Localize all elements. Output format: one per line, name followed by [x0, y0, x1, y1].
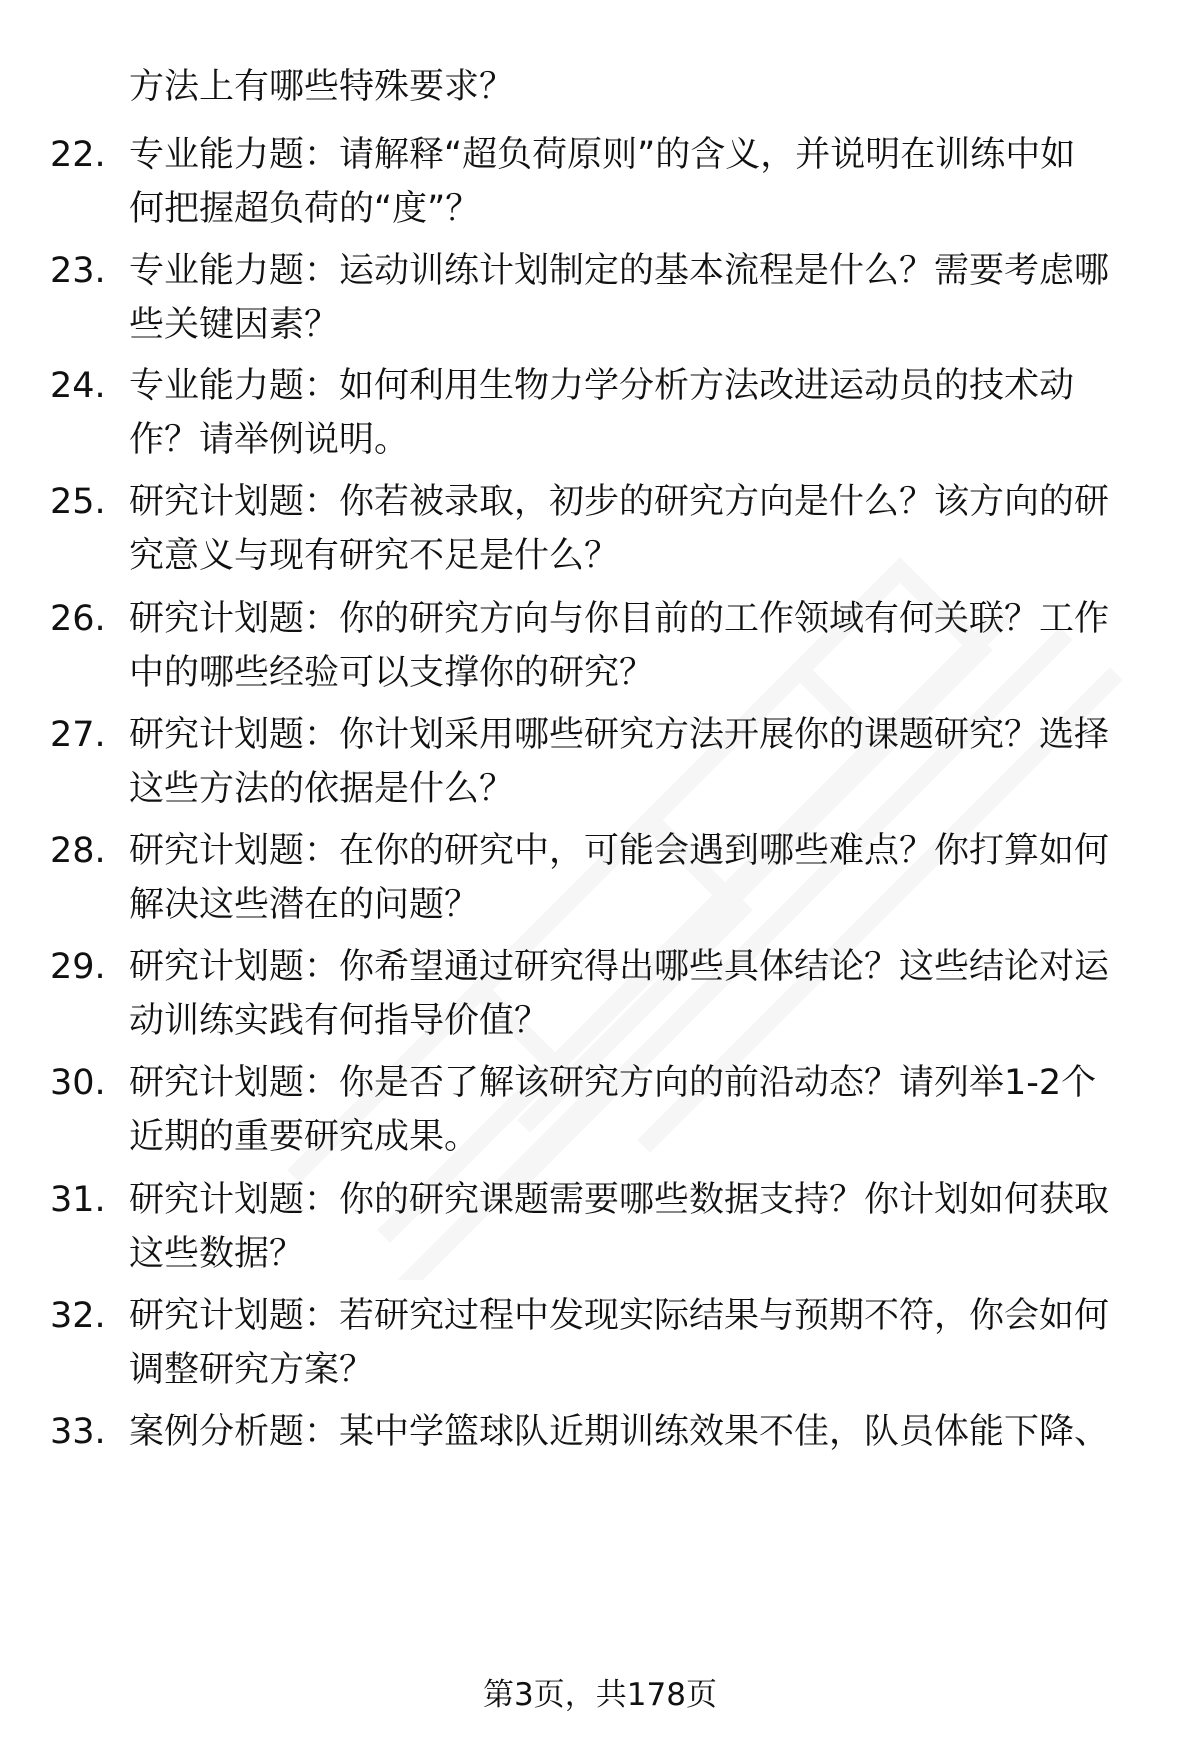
question-number: 31.	[50, 1180, 106, 1220]
question-text-line: 这些方法的依据是什么？	[129, 769, 515, 809]
question-item	[50, 244, 1160, 364]
question-text-line: 专业能力题：请解释“超负荷原则”的含义，并说明在训练中如	[129, 135, 1076, 175]
question-text-line: 解决这些潜在的问题？	[129, 885, 480, 925]
question-number: 24.	[50, 366, 106, 406]
question-item	[50, 1289, 1160, 1409]
question-number: 26.	[50, 599, 106, 639]
question-text-line: 研究计划题：你希望通过研究得出哪些具体结论？这些结论对运	[129, 947, 1110, 987]
question-text-line: 研究计划题：你的研究方向与你目前的工作领域有何关联？工作	[129, 599, 1110, 639]
question-text-line: 调整研究方案？	[129, 1350, 375, 1390]
question-text-line: 何把握超负荷的“度”？	[129, 189, 481, 229]
question-number: 32.	[50, 1296, 106, 1336]
question-number: 29.	[50, 947, 106, 987]
question-text-line: 研究计划题：你的研究课题需要哪些数据支持？你计划如何获取	[129, 1180, 1110, 1220]
question-number: 25.	[50, 482, 106, 522]
question-text-line: 中的哪些经验可以支撑你的研究？	[129, 653, 655, 693]
question-text-line: 案例分析题：某中学篮球队近期训练效果不佳，队员体能下降、	[129, 1412, 1110, 1452]
question-item	[50, 824, 1160, 944]
question-text-line: 研究计划题：你若被录取，初步的研究方向是什么？该方向的研	[129, 482, 1110, 522]
question-item	[50, 128, 1160, 248]
question-number: 22.	[50, 135, 106, 175]
question-item	[50, 359, 1160, 479]
question-text-line: 研究计划题：你计划采用哪些研究方法开展你的课题研究？选择	[129, 715, 1110, 755]
continuation-line: 方法上有哪些特殊要求？	[129, 67, 515, 107]
page-footer: 第3页，共178页	[483, 1677, 717, 1713]
question-number: 27.	[50, 715, 106, 755]
question-number: 28.	[50, 831, 106, 871]
question-text-line: 这些数据？	[129, 1234, 305, 1274]
question-text-line: 究意义与现有研究不足是什么？	[129, 536, 620, 576]
question-number: 30.	[50, 1063, 106, 1103]
question-text-line: 作？请举例说明。	[129, 420, 410, 460]
question-text-line: 专业能力题：如何利用生物力学分析方法改进运动员的技术动	[129, 366, 1075, 406]
question-item	[50, 940, 1160, 1060]
question-item	[50, 1405, 1160, 1525]
question-item	[50, 592, 1160, 712]
question-number: 23.	[50, 251, 106, 291]
question-text-line: 近期的重要研究成果。	[129, 1117, 480, 1157]
question-item	[50, 708, 1160, 828]
question-number: 33.	[50, 1412, 106, 1452]
question-text-line: 研究计划题：在你的研究中，可能会遇到哪些难点？你打算如何	[129, 831, 1110, 871]
question-text-line: 研究计划题：你是否了解该研究方向的前沿动态？请列举1-2个	[129, 1063, 1097, 1103]
question-item	[50, 1173, 1160, 1293]
question-text-line: 动训练实践有何指导价值？	[129, 1001, 550, 1041]
question-text-line: 些关键因素？	[129, 305, 340, 345]
question-item	[50, 1056, 1160, 1176]
question-item	[50, 475, 1160, 595]
question-text-line: 研究计划题：若研究过程中发现实际结果与预期不符，你会如何	[129, 1296, 1110, 1336]
question-text-line: 专业能力题：运动训练计划制定的基本流程是什么？需要考虑哪	[129, 251, 1110, 291]
